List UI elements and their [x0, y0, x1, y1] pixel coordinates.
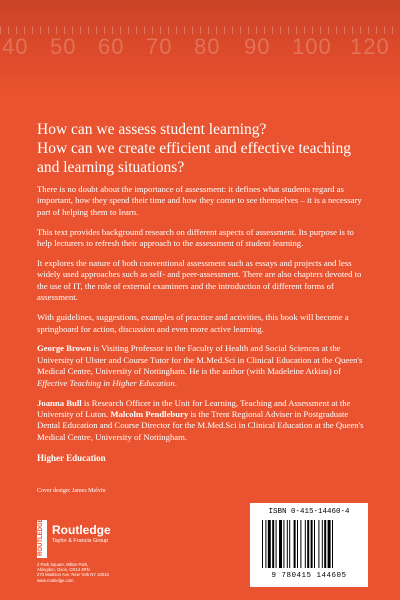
- address-line: 2 Park Square, Milton Park,: [37, 562, 89, 567]
- ruler-number: 40: [2, 34, 29, 59]
- ruler-number: 50: [50, 34, 77, 59]
- ruler: [0, 26, 400, 70]
- publisher-address: [37, 562, 109, 583]
- author-bio-text: is the Trent Regional Adviser in Postgraduate Dental Education and Course Director for the M.Med.Sci in Clinical Education at the Queen's Medical Centre, University of Nottingham.: [37, 409, 364, 442]
- author-bio-1: [37, 343, 367, 389]
- blurb-paragraph-3: It explores the nature of both conventional assessment such as essays and projects and less widely used approaches such as self- and peer-assessment. There are also chapters devoted to the use of IT, the role of external examiners and the introduction of different forms of assessment.: [37, 258, 362, 303]
- blurb-paragraph-4: With guidelines, suggestions, examples of practice and activities, this book will become a springboard for action, discussion and even more active learning.: [37, 312, 349, 334]
- author-bio-text: is Visiting Professor in the Faculty of Health and Social Sciences at the University of Ulster and Course Tutor for the M.Med.Sci in Clinical Education at the Queen's Medical Centre, University of Nottingham. He is the author (with Madeleine Atkins) of: [37, 343, 363, 377]
- author-bio-end: .: [174, 377, 177, 388]
- ruler-number: 80: [194, 34, 221, 59]
- publisher-name: Routledge: [52, 523, 111, 537]
- ruler-number: 70: [146, 34, 173, 59]
- author-name: Joanna Bull: [37, 397, 82, 408]
- book-title: Effective Teaching in Higher Education: [37, 377, 175, 388]
- blurb-paragraph-1: There is no doubt about the importance of assessment: it defines what students regard as important, how they spend their time and how they come to see themselves – it is a necessary part of helping them to learn.: [37, 184, 362, 217]
- ruler-number: 60: [98, 34, 125, 59]
- headline-line-1: How can we assess student learning?: [37, 121, 267, 138]
- author-bio-text: is Research Officer in the Unit for Learning, Teaching and Assessment at the University of Luton.: [37, 397, 351, 419]
- ruler-ticks: [0, 26, 400, 34]
- blurb-paragraph-2: This text provides background research on different aspects of assessment. Its purpose is to help lecturers to refresh their approach to the assessment of student learning.: [37, 226, 354, 249]
- ruler-band: [0, 0, 400, 92]
- address-line: www.routledge.com: [37, 577, 74, 583]
- headline-line-2: How can we create efficient and effective teaching: [37, 140, 351, 157]
- logo-text: ROUTLEDGE: [38, 518, 44, 556]
- barcode-number: 9 780415 144605: [271, 572, 347, 580]
- author-name: Malcolm Pendlebury: [110, 409, 189, 419]
- author-name: George Brown: [37, 343, 92, 354]
- subject-category: Higher Education: [37, 453, 106, 464]
- cover-design-credit: Cover design: James Melvin: [37, 488, 106, 494]
- ruler-number: 90: [244, 34, 271, 59]
- address-line: 270 Madison Ave, New York NY 10016: [37, 572, 109, 578]
- author-bio-2: [37, 398, 367, 444]
- ruler-number: 100: [292, 34, 332, 59]
- publisher-group: Taylor & Francis Group: [52, 538, 109, 544]
- address-line: Abingdon, Oxon, OX14 4RN: [37, 567, 90, 573]
- headline-line-3: and learning situations?: [37, 159, 185, 176]
- ruler-number: 120: [350, 34, 390, 59]
- barcode-label: [250, 503, 368, 587]
- headline: [37, 120, 367, 177]
- barcode-icon: [262, 520, 358, 568]
- isbn-text: ISBN 0-415-14460-4: [268, 508, 350, 516]
- blurb: [37, 184, 367, 465]
- routledge-logo-icon: [37, 520, 47, 558]
- publisher-block: [37, 520, 177, 590]
